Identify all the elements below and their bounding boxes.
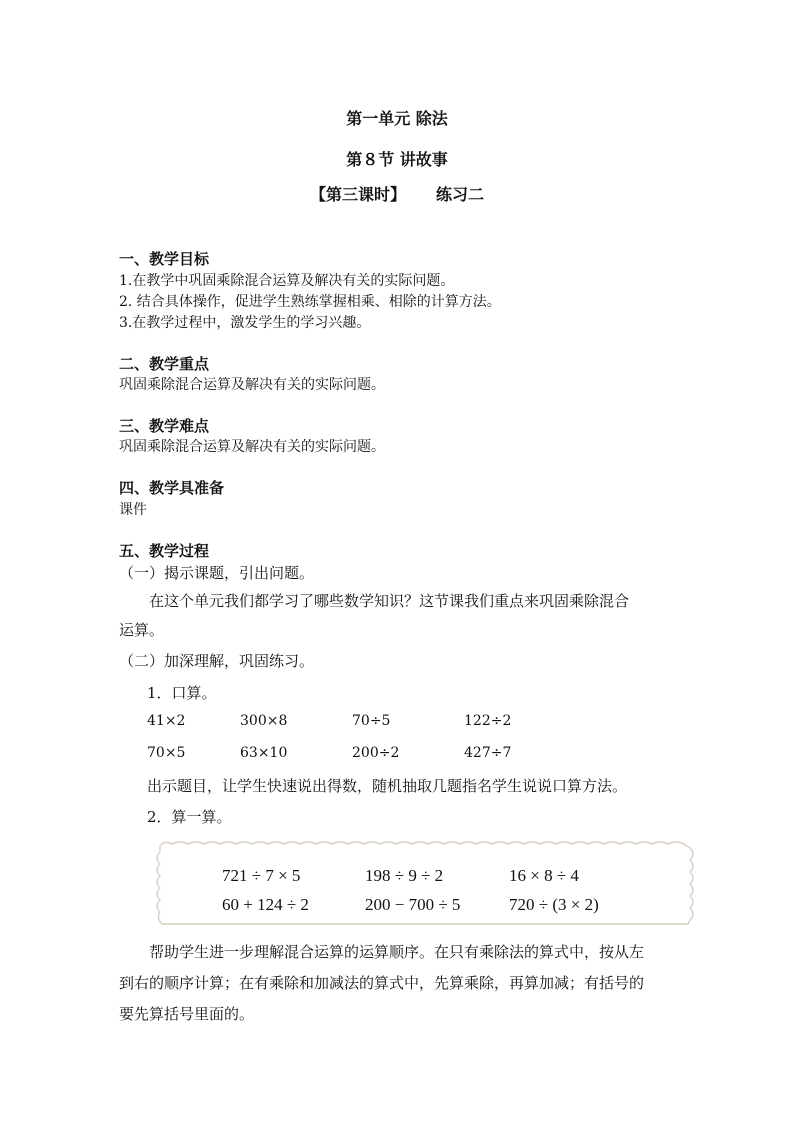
oral-item: 427÷7	[464, 745, 512, 761]
prep-text: 课件	[119, 502, 147, 518]
goal-item-1: 1.在教学中巩固乘除混合运算及解决有关的实际问题。	[119, 273, 455, 289]
process-part1-line1: 在这个单元我们都学习了哪些数学知识？这节课我们重点来巩固乘除混合	[149, 592, 630, 610]
oral-label: 1．口算。	[147, 684, 217, 702]
section-title: 第８节 讲故事	[346, 150, 448, 169]
unit-title: 第一单元 除法	[346, 109, 448, 128]
box-expression: 200 − 700 ÷ 5	[365, 895, 461, 914]
box-expression: 198 ÷ 9 ÷ 2	[365, 866, 444, 885]
process-part2-label: （二）加深理解，巩固练习。	[119, 652, 315, 670]
box-expression: 720 ÷ (3 × 2)	[509, 895, 599, 914]
calc-label: 2．算一算。	[147, 808, 232, 826]
key-point-text: 巩固乘除混合运算及解决有关的实际问题。	[119, 377, 385, 393]
oral-item: 200÷2	[352, 745, 400, 761]
oral-item: 300×8	[240, 713, 288, 729]
box-expression: 16 × 8 ÷ 4	[509, 866, 579, 885]
difficulty-heading: 三、教学难点	[119, 417, 210, 435]
key-point-heading: 二、教学重点	[119, 355, 210, 373]
difficulty-text: 巩固乘除混合运算及解决有关的实际问题。	[119, 439, 385, 455]
oral-item: 41×2	[147, 713, 186, 729]
summary-line-1: 帮助学生进一步理解混合运算的运算顺序。在只有乘除法的算式中，按从左	[149, 943, 645, 961]
oral-item: 70×5	[147, 745, 186, 761]
process-heading: 五、教学过程	[119, 542, 210, 560]
oral-note: 出示题目，让学生快速说出得数，随机抽取几题指名学生说说口算方法。	[147, 777, 628, 795]
process-part1-label: （一）揭示课题，引出问题。	[119, 564, 315, 582]
box-expression: 721 ÷ 7 × 5	[222, 866, 301, 885]
lesson-bracket: 【第三课时】	[310, 185, 407, 204]
goal-item-2: 2. 结合具体操作，促进学生熟练掌握相乘、相除的计算方法。	[119, 294, 501, 310]
summary-line-3: 要先算括号里面的。	[119, 1005, 255, 1023]
goal-item-3: 3.在教学过程中，激发学生的学习兴趣。	[119, 315, 371, 331]
process-part1-line2: 运算。	[119, 621, 165, 639]
oral-item: 63×10	[240, 745, 288, 761]
prep-heading: 四、教学具准备	[119, 479, 225, 497]
oral-item: 70÷5	[352, 713, 391, 729]
goals-heading: 一、教学目标	[119, 250, 210, 268]
box-expression: 60 + 124 ÷ 2	[222, 895, 309, 914]
lesson-name: 练习二	[436, 185, 485, 204]
summary-line-2: 到右的顺序计算；在有乘除和加减法的算式中，先算乘除，再算加减；有括号的	[119, 974, 645, 992]
oral-item: 122÷2	[464, 713, 512, 729]
